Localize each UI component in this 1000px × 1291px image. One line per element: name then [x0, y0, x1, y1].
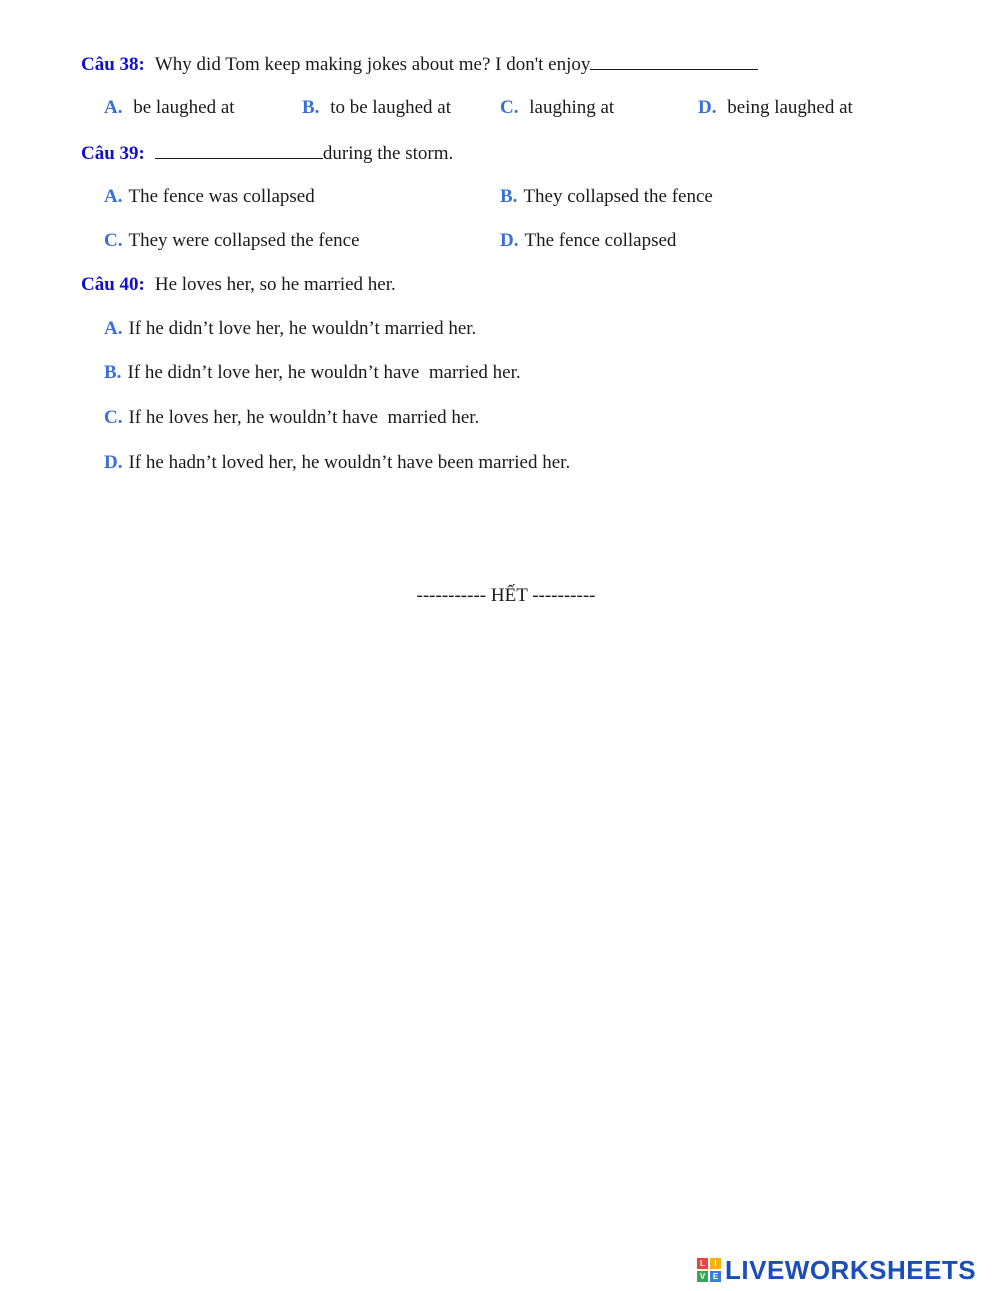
logo-text: LIVEWORKSHEETS — [725, 1254, 977, 1285]
question-text: Why did Tom keep making jokes about me? I don't enjoy — [154, 54, 591, 75]
option-d[interactable] — [698, 96, 853, 120]
question-text: He loves her, so he married her. — [154, 274, 396, 295]
option-letter: C. — [104, 407, 123, 428]
option-letter: C. — [104, 230, 123, 251]
option-b[interactable] — [302, 96, 451, 120]
question-39-stem — [81, 141, 453, 166]
option-b[interactable] — [500, 185, 713, 209]
logo-icon-tile: L — [697, 1258, 708, 1269]
option-a[interactable] — [104, 96, 235, 120]
logo-icon — [697, 1258, 721, 1282]
question-40-stem — [81, 273, 396, 297]
option-letter: D. — [500, 230, 519, 251]
option-text: The fence was collapsed — [128, 186, 315, 207]
answer-blank — [590, 52, 758, 70]
logo-icon-tile: I — [710, 1258, 721, 1269]
option-text: They collapsed the fence — [523, 186, 713, 207]
option-text: They were collapsed the fence — [128, 230, 360, 251]
option-b[interactable] — [104, 361, 521, 385]
option-c[interactable] — [500, 96, 614, 120]
option-c[interactable] — [104, 229, 360, 253]
option-text: The fence collapsed — [524, 230, 677, 251]
option-d[interactable] — [500, 229, 676, 253]
option-text: being laughed at — [727, 97, 853, 118]
question-38-stem — [81, 52, 758, 77]
option-letter: B. — [104, 362, 122, 383]
answer-blank — [155, 141, 323, 159]
question-label: Câu 40: — [81, 274, 145, 295]
option-text: be laughed at — [133, 97, 235, 118]
logo-icon-tile: E — [710, 1271, 721, 1282]
option-letter: D. — [104, 452, 123, 473]
option-letter: D. — [698, 97, 717, 118]
option-a[interactable] — [104, 185, 315, 209]
liveworksheets-logo — [697, 1256, 976, 1284]
question-text: during the storm. — [322, 143, 454, 164]
end-mark: ----------- HẾT ---------- — [416, 585, 596, 606]
option-c[interactable] — [104, 406, 479, 430]
option-letter: B. — [302, 97, 320, 118]
option-text: If he hadn’t loved her, he wouldn’t have been married her. — [128, 452, 571, 473]
option-d[interactable] — [104, 451, 570, 475]
option-text: If he loves her, he wouldn’t have married her. — [128, 407, 480, 428]
option-text: laughing at — [529, 97, 615, 118]
option-letter: A. — [104, 97, 123, 118]
option-a[interactable] — [104, 317, 476, 341]
question-label: Câu 38: — [81, 54, 145, 75]
logo-icon-tile: V — [697, 1271, 708, 1282]
question-label: Câu 39: — [81, 143, 145, 164]
option-text: If he didn’t love her, he wouldn’t married her. — [128, 318, 477, 339]
option-letter: A. — [104, 318, 123, 339]
option-text: If he didn’t love her, he wouldn’t have married her. — [127, 362, 521, 383]
option-letter: A. — [104, 186, 123, 207]
option-letter: B. — [500, 186, 518, 207]
option-text: to be laughed at — [330, 97, 452, 118]
option-letter: C. — [500, 97, 519, 118]
